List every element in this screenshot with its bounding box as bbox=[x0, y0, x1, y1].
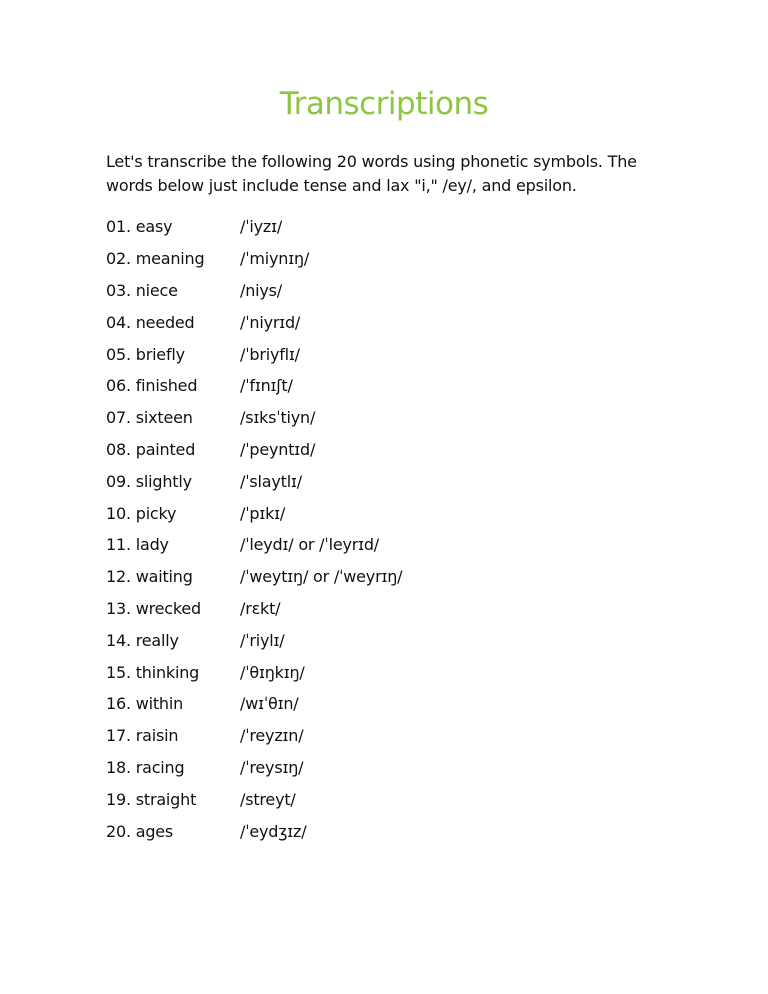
entry-transcription: /ˈfɪnɪʃt/ bbox=[240, 376, 293, 396]
entry-transcription: /streyt/ bbox=[240, 789, 296, 809]
entry-transcription: /ˈriylɪ/ bbox=[240, 630, 285, 650]
entry-word: 20. ages bbox=[106, 821, 174, 841]
transcription-list bbox=[106, 211, 666, 847]
entry-transcription: /ˈniyrɪd/ bbox=[240, 312, 301, 332]
list-item bbox=[106, 402, 666, 434]
entry-word: 03. niece bbox=[106, 280, 178, 300]
entry-word: 01. easy bbox=[106, 217, 173, 237]
entry-transcription: /ˈreysɪŋ/ bbox=[240, 757, 304, 777]
list-item bbox=[106, 593, 666, 625]
list-item bbox=[106, 306, 666, 338]
entry-word: 09. slightly bbox=[106, 471, 192, 491]
entry-word: 08. painted bbox=[106, 439, 196, 459]
entry-transcription: /ˈiyzɪ/ bbox=[240, 217, 283, 237]
page-title: Transcriptions bbox=[279, 86, 489, 122]
entry-transcription: /sɪksˈtiyn/ bbox=[240, 408, 316, 428]
list-item bbox=[106, 529, 666, 561]
entry-word: 11. lady bbox=[106, 535, 169, 555]
intro-paragraph: Let's transcribe the following 20 words using phonetic symbols. The words below just include tense and lax "i," /ey/, and epsilon. bbox=[106, 152, 637, 195]
entry-transcription: /ˈeydʒɪz/ bbox=[240, 821, 307, 841]
entry-transcription: /ˈpeyntɪd/ bbox=[240, 439, 316, 459]
entry-word: 10. picky bbox=[106, 503, 177, 523]
list-item bbox=[106, 624, 666, 656]
list-item bbox=[106, 497, 666, 529]
entry-transcription: /wɪˈθɪn/ bbox=[240, 694, 299, 714]
entry-transcription: /niys/ bbox=[240, 280, 282, 300]
list-item bbox=[106, 561, 666, 593]
entry-transcription: /ˈmiynɪŋ/ bbox=[240, 249, 310, 269]
entry-word: 14. really bbox=[106, 630, 179, 650]
list-item bbox=[106, 815, 666, 847]
entry-word: 15. thinking bbox=[106, 662, 200, 682]
entry-transcription: /ˈpɪkɪ/ bbox=[240, 503, 286, 523]
list-item bbox=[106, 783, 666, 815]
list-item bbox=[106, 338, 666, 370]
entry-word: 19. straight bbox=[106, 789, 197, 809]
entry-transcription: /ˈslaytlɪ/ bbox=[240, 471, 302, 491]
list-item bbox=[106, 211, 666, 243]
list-item bbox=[106, 465, 666, 497]
entry-word: 12. waiting bbox=[106, 567, 193, 587]
entry-word: 05. briefly bbox=[106, 344, 185, 364]
list-item bbox=[106, 688, 666, 720]
entry-word: 18. racing bbox=[106, 757, 185, 777]
entry-word: 13. wrecked bbox=[106, 598, 201, 618]
entry-word: 17. raisin bbox=[106, 726, 179, 746]
list-item bbox=[106, 720, 666, 752]
list-item bbox=[106, 243, 666, 275]
entry-transcription: /ˈweytɪŋ/ or /ˈweyrɪŋ/ bbox=[240, 567, 403, 587]
entry-word: 06. finished bbox=[106, 376, 198, 396]
list-item bbox=[106, 752, 666, 784]
entry-transcription: /ˈleydɪ/ or /ˈleyrɪd/ bbox=[240, 535, 379, 555]
entry-word: 07. sixteen bbox=[106, 408, 193, 428]
entry-transcription: /rɛkt/ bbox=[240, 598, 281, 618]
entry-transcription: /ˈθɪŋkɪŋ/ bbox=[240, 662, 305, 682]
list-item bbox=[106, 275, 666, 307]
list-item bbox=[106, 434, 666, 466]
entry-transcription: /ˈbriyflɪ/ bbox=[240, 344, 300, 364]
list-item bbox=[106, 370, 666, 402]
list-item bbox=[106, 656, 666, 688]
entry-transcription: /ˈreyzɪn/ bbox=[240, 726, 304, 746]
entry-word: 02. meaning bbox=[106, 249, 205, 269]
entry-word: 04. needed bbox=[106, 312, 195, 332]
entry-word: 16. within bbox=[106, 694, 184, 714]
